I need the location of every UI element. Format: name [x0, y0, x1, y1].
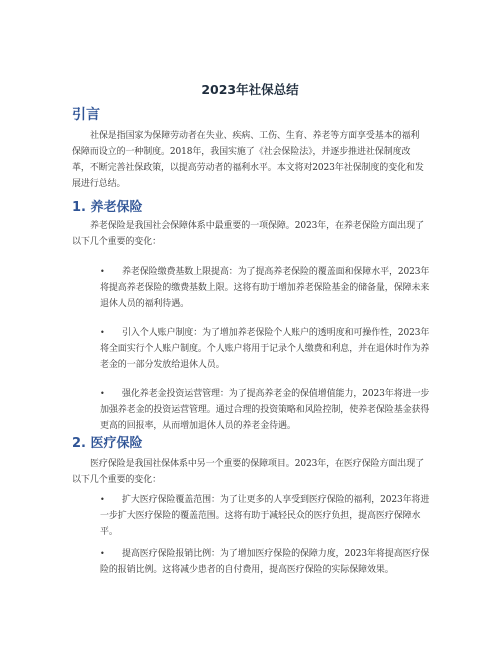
section-heading-pension: 1. 养老保险 [72, 200, 143, 215]
pension-item-1: 养老保险缴费基数上限提高：为了提高养老保险的覆盖面和保障水平，2023年将提高养老保险的缴费基数上限。这将有助于增加养老保险基金的储备量，保障未来退休人员的福利待遇。 [100, 267, 430, 309]
bullet-icon: • [100, 549, 105, 558]
intro-paragraph: 社保是指国家为保障劳动者在失业、疾病、工伤、生育、养老等方面享受基本的福利保障而设立的一种制度。2018年，我国实施了《社会保险法》，并逐步推进社保制度改革，不断完善社保政策，以提高劳动者的福利水平。本文将对2023年社保制度的变化和发展进行总结。 [72, 131, 424, 189]
bullet-icon: • [100, 495, 105, 504]
medical-item-1: 扩大医疗保险覆盖范围：为了让更多的人享受到医疗保险的福利，2023年将进一步扩大医疗保险的覆盖范围。这将有助于减轻民众的医疗负担，提高医疗保障水平。 [100, 495, 430, 537]
pension-intro: 养老保险是我国社会保障体系中最重要的一项保障。2023年，在养老保险方面出现了以下几个重要的变化： [72, 221, 425, 247]
section-heading-intro: 引言 [72, 107, 100, 123]
bullet-icon: • [100, 389, 105, 398]
page-title: 2023年社保总结 [201, 82, 299, 97]
bullet-icon: • [100, 267, 105, 276]
section-heading-medical: 2. 医疗保险 [72, 436, 143, 451]
pension-item-3: 强化养老金投资运营管理：为了提高养老金的保值增值能力，2023年将进一步加强养老金的投资运营管理。通过合理的投资策略和风险控制，使养老保险基金获得更高的回报率，从而增加退休人员的养老金待遇。 [100, 389, 430, 431]
medical-item-2: 提高医疗保险报销比例：为了增加医疗保险的保障力度，2023年将提高医疗保险的报销比例。这将减少患者的自付费用，提高医疗保险的实际保障效果。 [100, 549, 430, 575]
bullet-icon: • [100, 328, 105, 337]
medical-intro: 医疗保险是我国社保体系中另一个重要的保障项目。2023年，在医疗保险方面出现了以下几个重要的变化： [72, 459, 425, 485]
pension-item-2: 引入个人账户制度：为了增加养老保险个人账户的透明度和可操作性，2023年将全面实行个人账户制度。个人账户将用于记录个人缴费和利息，并在退休时作为养老金的一部分发放给退休人员。 [100, 328, 430, 370]
